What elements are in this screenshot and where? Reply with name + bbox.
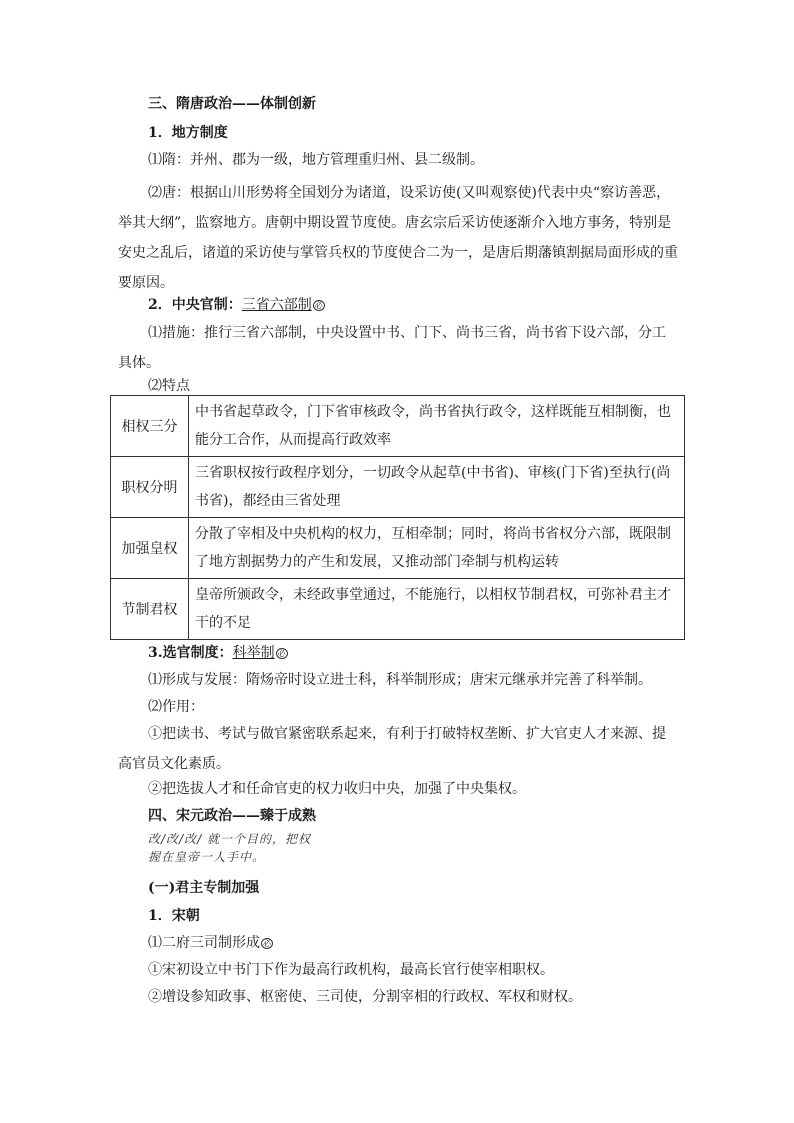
paragraph-point-1: ①宋初设立中书门下作为最高行政机构，最高长官行使宰相职权。 [148, 962, 554, 978]
feature-key: 节制君权 [111, 579, 189, 640]
subheading-central-system [148, 295, 325, 315]
features-table [110, 395, 685, 640]
feature-value: 分散了宰相及中央机构的权力，互相牵制；同时，将尚书省权分六部，既限制了地方割据势力的产生和发展，又推动部门牵制与机构运转 [189, 518, 685, 579]
selection-system-label: 3.选官制度： [148, 645, 233, 661]
section-heading-sui-tang: 三、隋唐政治——体制创新 [148, 96, 316, 112]
feature-key: 加强皇权 [111, 518, 189, 579]
table-row [111, 457, 685, 518]
feature-value: 三省职权按行政程序划分，一切政令从起草(中书省)、审核(门下省)至执行(尚书省)，都经由三省处理 [189, 457, 685, 518]
paragraph-formation: ⑴形成与发展：隋炀帝时设立进士科，科举制形成；唐宋元继承并完善了科举制。 [148, 672, 652, 688]
handwritten-note-line: 握在皇帝一人手中。 [148, 850, 266, 864]
two-fu-label: ⑴二府三司制形成 [148, 935, 260, 951]
paragraph-effect-1: ①把读书、考试与做官紧密联系起来，有利于打破特权垄断、扩大官吏人才来源、提高官员文化素质。 [118, 726, 666, 772]
handwritten-note-line: 改/改/改/ 就一个目的，把权 [148, 832, 311, 846]
feature-key: 相权三分 [111, 396, 189, 457]
paragraph-effect-2: ②把选拔人才和任命官吏的权力收归中央，加强了中央集权。 [148, 781, 526, 797]
subheading-autocracy: (一)君主专制加强 [148, 880, 260, 896]
paragraph-point-2: ②增设参知政事、枢密使、三司使，分割宰相的行政权、军权和财权。 [148, 989, 582, 1005]
paragraph-measures: ⑴措施：推行三省六部制，中央设置中书、门下、尚书三省，尚书省下设六部，分工具体。 [118, 325, 666, 371]
feature-value: 皇帝所颁政令，未经政事堂通过，不能施行，以相权节制君权，可弥补君主才干的不足 [189, 579, 685, 640]
features-heading: ⑵特点 [148, 378, 190, 394]
central-system-topic: 三省六部制 [241, 297, 312, 313]
subheading-song: 1．宋朝 [148, 908, 200, 924]
handwritten-note [148, 830, 311, 866]
table-row [111, 396, 685, 457]
table-row [111, 579, 685, 640]
central-system-label: 2．中央官制： [148, 297, 242, 313]
key-point-mark: 必 [314, 300, 323, 310]
feature-key: 职权分明 [111, 457, 189, 518]
subheading-selection-system [148, 643, 288, 663]
paragraph-sui: ⑴隋：并州、郡为一级，地方管理重归州、县二级制。 [148, 152, 484, 168]
subheading-local-system: 1．地方制度 [148, 125, 228, 141]
key-point-mark: 必 [277, 648, 286, 658]
table-row [111, 518, 685, 579]
paragraph-tang: ⑵唐：根据山川形势将全国划分为诸道，设采访使(又叫观察使)代表中央“察访善恶，举其大纲”，监察地方。唐朝中期设置节度使。唐玄宗后采访使逐渐介入地方事务，特别是安史之乱后，诸道的采访使与掌管兵权的节度使合二为一，是唐后期藩镇割据局面形成的重要原因。 [118, 185, 678, 291]
key-point-mark: 必 [263, 938, 271, 948]
effects-heading: ⑵作用： [148, 699, 204, 715]
subheading-two-fu [148, 933, 273, 953]
section-heading-song-yuan: 四、宋元政治——臻于成熟 [148, 808, 316, 824]
feature-value: 中书省起草政令，门下省审核政令，尚书省执行政令，这样既能互相制衡，也能分工合作，从而提高行政效率 [189, 396, 685, 457]
selection-system-topic: 科举制 [232, 645, 275, 661]
